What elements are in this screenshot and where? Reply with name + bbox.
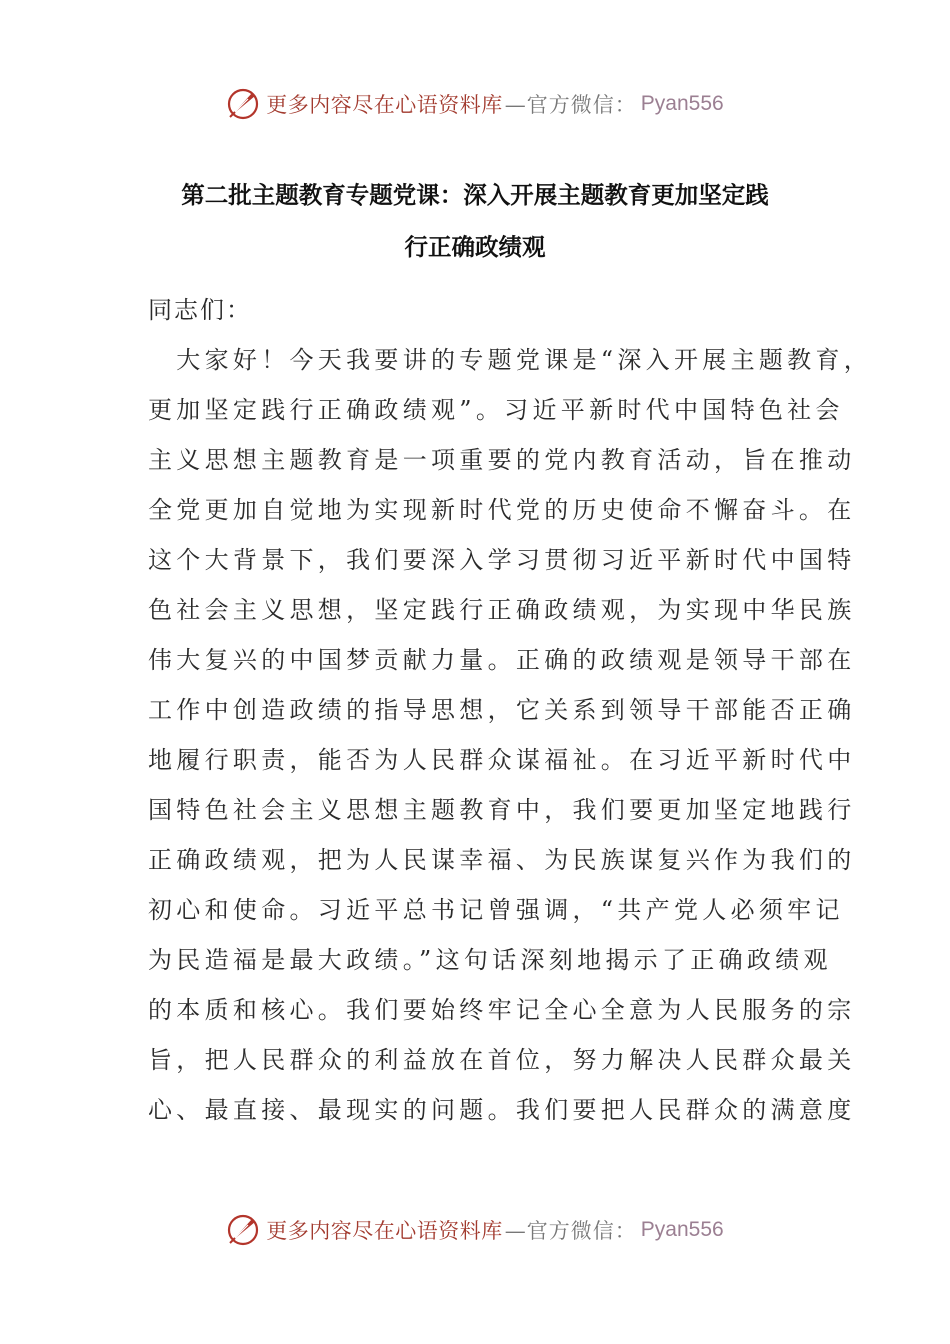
document-title-line-2: 行正确政绩观 — [404, 233, 546, 261]
body-line: 初心和使命。习近平总书记曾强调，“共产党人必须牢记 — [148, 896, 844, 924]
banner-separator: —官方微信： — [504, 93, 637, 117]
footer-banner — [0, 1210, 950, 1250]
body-line: 更加坚定践行正确政绩观”。习近平新时代中国特色社会 — [148, 396, 844, 424]
banner-wechat-id: Pyan556 — [640, 92, 724, 115]
greeting: 同志们： — [148, 296, 252, 324]
document-title-line-1: 第二批主题教育专题党课：深入开展主题教育更加坚定践 — [181, 181, 769, 209]
body-line: 工作中创造政绩的指导思想，它关系到领导干部能否正确 — [148, 696, 856, 724]
quill-logo-icon — [226, 87, 260, 121]
body-line: 为民造福是最大政绩。”这句话深刻地揭示了正确政绩观 — [148, 946, 832, 974]
body-line: 的本质和核心。我们要始终牢记全心全意为人民服务的宗 — [148, 996, 856, 1024]
body-line: 心、最直接、最现实的问题。我们要把人民群众的满意度 — [148, 1096, 856, 1124]
body-line: 大家好！今天我要讲的专题党课是“深入开展主题教育， — [148, 346, 873, 374]
body-line: 伟大复兴的中国梦贡献力量。正确的政绩观是领导干部在 — [148, 646, 856, 674]
banner-wechat-id: Pyan556 — [640, 1218, 724, 1241]
banner-text: 更多内容尽在心语资料库 — [266, 1219, 503, 1243]
body-line: 地履行职责，能否为人民群众谋福祉。在习近平新时代中 — [148, 746, 856, 774]
body-line: 旨，把人民群众的利益放在首位，努力解决人民群众最关 — [148, 1046, 856, 1074]
quill-logo-icon — [226, 1213, 260, 1247]
body-line: 色社会主义思想，坚定践行正确政绩观，为实现中华民族 — [148, 596, 856, 624]
body-line: 这个大背景下，我们要深入学习贯彻习近平新时代中国特 — [148, 546, 856, 574]
body-line: 正确政绩观，把为人民谋幸福、为民族谋复兴作为我们的 — [148, 846, 856, 874]
body-line: 全党更加自觉地为实现新时代党的历史使命不懈奋斗。在 — [148, 496, 856, 524]
body-line: 主义思想主题教育是一项重要的党内教育活动，旨在推动 — [148, 446, 856, 474]
banner-text: 更多内容尽在心语资料库 — [266, 93, 503, 117]
banner-separator: —官方微信： — [504, 1219, 637, 1243]
header-banner — [0, 84, 950, 124]
body-line: 国特色社会主义思想主题教育中，我们要更加坚定地践行 — [148, 796, 856, 824]
